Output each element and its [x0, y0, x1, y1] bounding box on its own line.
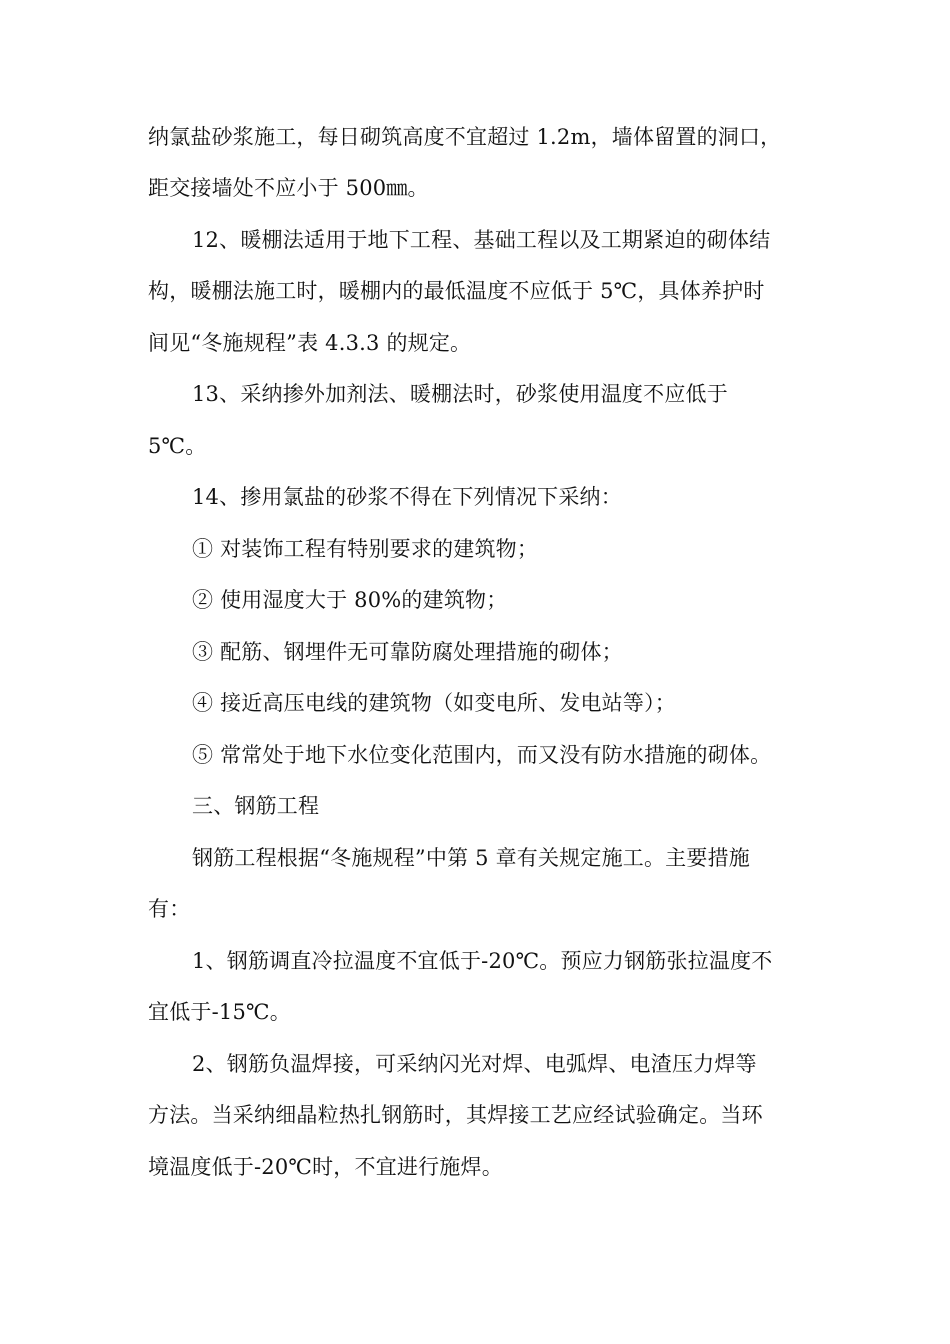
- text-line-1: 纳氯盐砂浆施工，每日砌筑高度不宜超过 1.2m，墙体留置的洞口，: [148, 125, 782, 149]
- list-item-3: ③ 配筋、钢埋件无可靠防腐处理措施的砌体；: [192, 640, 623, 664]
- text-line-7: 5℃。: [148, 434, 207, 458]
- text-line-16: 有：: [148, 897, 191, 921]
- text-line-4: 构，暖棚法施工时，暖棚内的最低温度不应低于 5℃，具体养护时: [148, 279, 765, 303]
- list-item-4: ④ 接近高压电线的建筑物（如变电所、发电站等）；: [192, 691, 676, 715]
- text-line-8: 14、掺用氯盐的砂浆不得在下列情况下采纳：: [192, 485, 622, 509]
- text-line-18: 宜低于-15℃。: [148, 1000, 291, 1024]
- text-line-15: 钢筋工程根据“冬施规程”中第 5 章有关规定施工。主要措施: [192, 846, 750, 870]
- text-line-19: 2、钢筋负温焊接，可采纳闪光对焊、电弧焊、电渣压力焊等: [192, 1052, 757, 1076]
- text-line-6: 13、采纳掺外加剂法、暖棚法时，砂浆使用温度不应低于: [192, 382, 728, 406]
- section-heading: 三、钢筋工程: [192, 794, 320, 818]
- list-item-2: ② 使用湿度大于 80%的建筑物；: [192, 588, 508, 612]
- list-item-1: ① 对装饰工程有特别要求的建筑物；: [192, 537, 539, 561]
- text-line-5: 间见“冬施规程”表 4.3.3 的规定。: [148, 331, 472, 355]
- text-line-3: 12、暖棚法适用于地下工程、基础工程以及工期紧迫的砌体结: [192, 228, 771, 252]
- text-line-20: 方法。当采纳细晶粒热扎钢筋时，其焊接工艺应经试验确定。当环: [148, 1103, 763, 1127]
- text-line-21: 境温度低于-20℃时，不宜进行施焊。: [148, 1155, 503, 1179]
- list-item-5: ⑤ 常常处于地下水位变化范围内，而又没有防水措施的砌体。: [192, 743, 772, 767]
- text-line-17: 1、钢筋调直冷拉温度不宜低于-20℃。预应力钢筋张拉温度不: [192, 949, 773, 973]
- text-line-2: 距交接墙处不应小于 500㎜。: [148, 176, 429, 200]
